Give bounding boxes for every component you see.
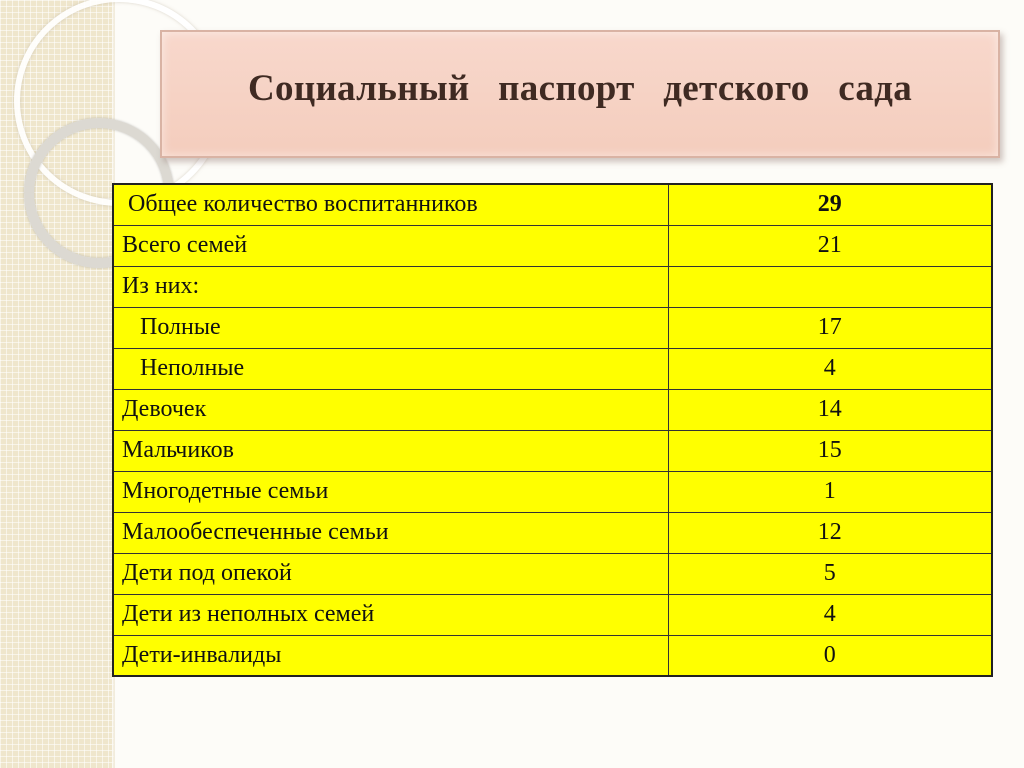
slide-title: Социальный паспорт детского сада [248, 67, 912, 109]
row-label: Дети под опекой [113, 553, 668, 594]
table-row [113, 184, 992, 225]
table-row [113, 471, 992, 512]
row-value: 15 [668, 430, 992, 471]
row-label: Дети из неполных семей [113, 594, 668, 635]
table-row [113, 553, 992, 594]
row-label: Общее количество воспитанников [113, 184, 668, 225]
table-row [113, 307, 992, 348]
row-value [668, 266, 992, 307]
row-value: 5 [668, 553, 992, 594]
table-row [113, 594, 992, 635]
row-label: Девочек [113, 389, 668, 430]
row-label: Мальчиков [113, 430, 668, 471]
table-row [113, 389, 992, 430]
row-label: Из них: [113, 266, 668, 307]
row-value: 21 [668, 225, 992, 266]
table-row [113, 225, 992, 266]
row-label: Неполные [113, 348, 668, 389]
title-banner [160, 30, 1000, 158]
row-value: 4 [668, 348, 992, 389]
row-value: 17 [668, 307, 992, 348]
row-value: 4 [668, 594, 992, 635]
social-passport-table [112, 183, 993, 677]
row-label: Дети-инвалиды [113, 635, 668, 676]
row-label: Малообеспеченные семьи [113, 512, 668, 553]
row-value: 1 [668, 471, 992, 512]
row-value: 12 [668, 512, 992, 553]
row-label: Многодетные семьи [113, 471, 668, 512]
row-value: 14 [668, 389, 992, 430]
row-value: 29 [668, 184, 992, 225]
table-row [113, 430, 992, 471]
table-row [113, 266, 992, 307]
row-label: Полные [113, 307, 668, 348]
table-row [113, 512, 992, 553]
row-value: 0 [668, 635, 992, 676]
row-label: Всего семей [113, 225, 668, 266]
table-row [113, 348, 992, 389]
table-row [113, 635, 992, 676]
